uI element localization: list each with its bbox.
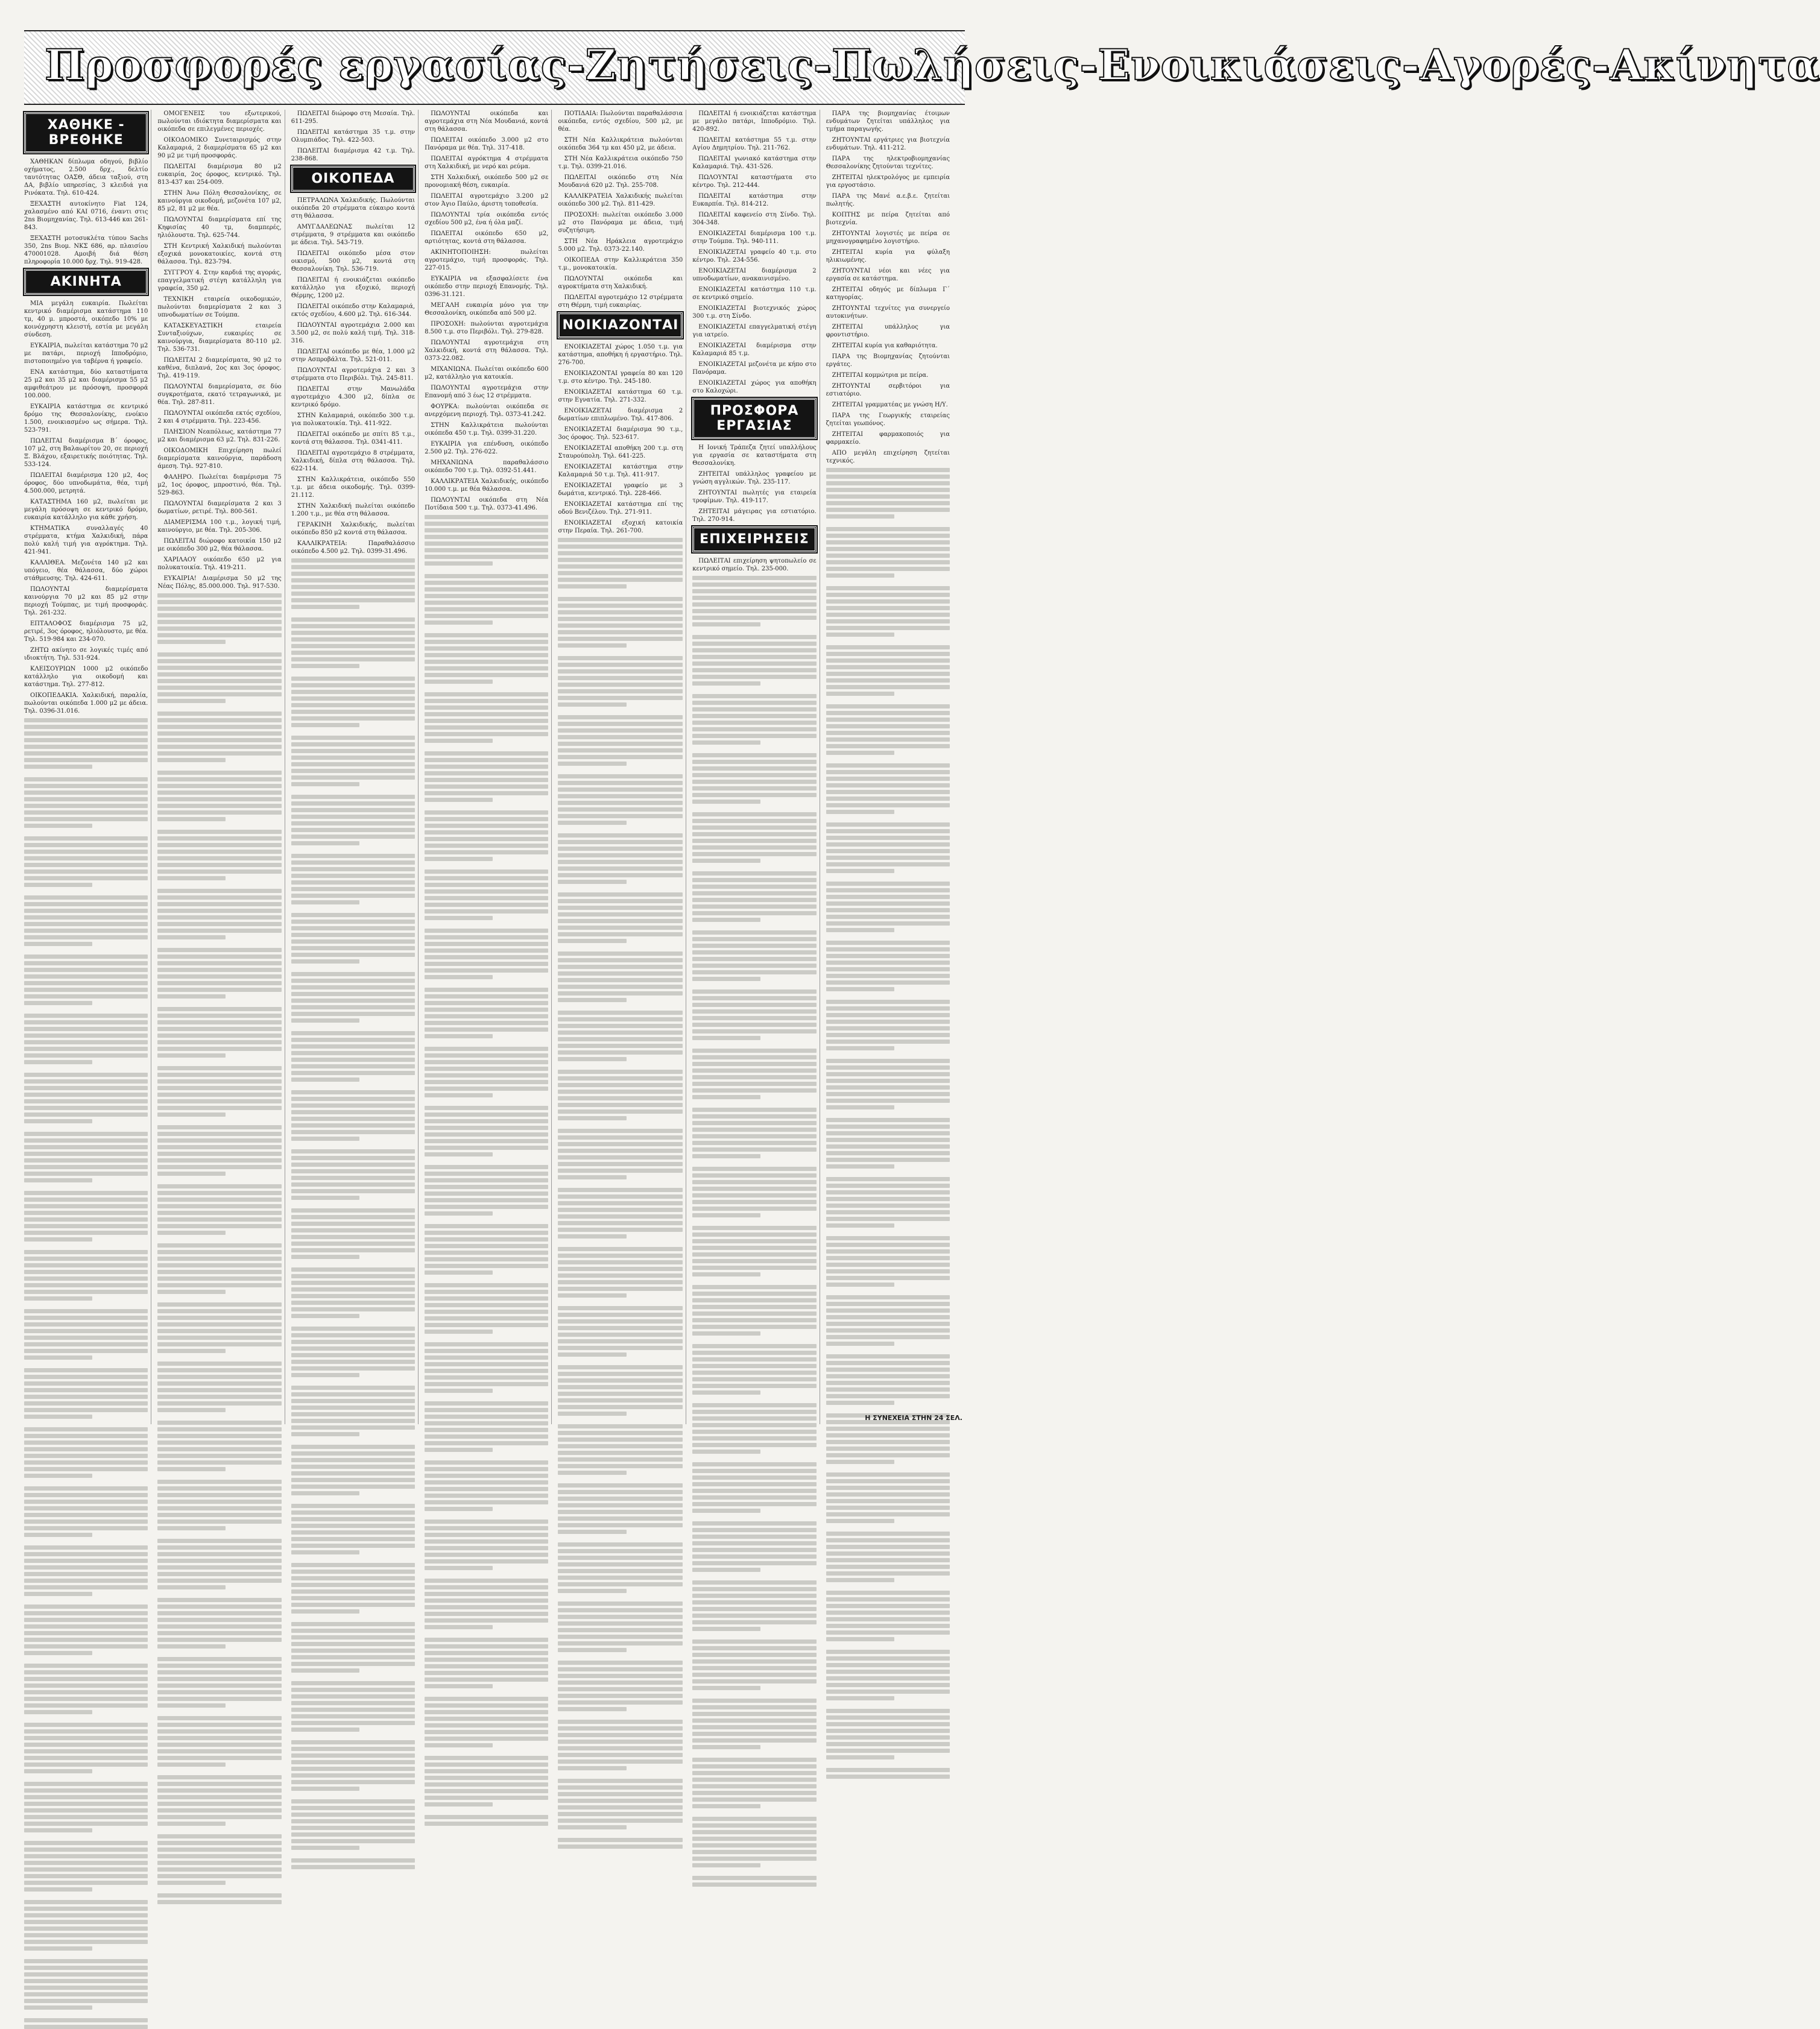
classified-ad: ΜΗΧΑΝΙΩΝΑ παραθαλάσσιο οικόπεδο 700 τ.μ. Τηλ. 0392-51.441. (425, 459, 549, 474)
classified-ad: ΠΩΛΕΙΤΑΙ κατάστημα 55 τ.μ. στην Αγίου Δημητρίου. Τηλ. 211-762. (692, 137, 817, 151)
classified-ad: ΠΩΛΕΙΤΑΙ οικόπεδο με σπίτι 85 τ.μ., κοντά στη θάλασσα. Τηλ. 0341-411. (291, 431, 416, 446)
classified-ad: ΠΩΛΟΥΝΤΑΙ διαμερίσματα 2 και 3 δωματίων, ρετιρέ. Τηλ. 800-561. (157, 500, 282, 515)
classified-ad: ΠΩΛΟΥΝΤΑΙ τρία οικόπεδα εντός σχεδίου 500 μ2, ένα ή όλα μαζί. (425, 212, 549, 226)
classified-ad: ΠΩΛΕΙΤΑΙ οικόπεδο μέσα στον οικισμό, 500 μ2, κοντά στη Θεσσαλονίκη. Τηλ. 536-719. (291, 250, 416, 273)
classified-ad: ΕΝΟΙΚΙΑΖΕΤΑΙ κατάστημα επί της οδού Βενιζέλου. Τηλ. 271-911. (558, 501, 683, 516)
classified-ad: ΑΠΟ μεγάλη επιχείρηση ζητείται τεχνικός. (826, 450, 950, 464)
classified-ad: ΕΝΑ κατάστημα, δύο καταστήματα 25 μ2 και 35 μ2 και διαμέρισμα 55 μ2 αμφιθεάτρου με πρόσοψη, προσφορά 100.000. (24, 369, 148, 399)
classified-ad: ΖΗΤΕΙΤΑΙ υπάλληλος γραφείου με γνώση αγγλικών. Τηλ. 235-117. (692, 471, 817, 485)
classifieds-columns (24, 110, 953, 1424)
classified-ad: ΧΑΘΗΚΑΝ δίπλωμα οδηγού, βιβλίο οχήματος, 2.500 δρχ., δελτίο ταυτότητας ΟΑΣΘ, άδεια ταξιού, στη ΔΑ, βιβλίο υπηρεσίας, 3 κλειδιά για Ρινόκατα. Τηλ. 610-424. (24, 159, 148, 197)
classified-ad: ΠΩΛΕΙΤΑΙ οικόπεδο 650 μ2, αρτιότητας, κοντά στη θάλασσα. (425, 230, 549, 245)
column-ads (24, 158, 148, 2029)
classified-ad: ΠΩΛΟΥΝΤΑΙ οικόπεδα εκτός σχεδίου, 2 και 4 στρέμματα. Τηλ. 223-456. (157, 410, 282, 424)
classified-ad: ΕΝΟΙΚΙΑΖΕΤΑΙ γραφείο με 3 δωμάτια, κεντρικό. Τηλ. 228-466. (558, 482, 683, 497)
classified-ad: ΠΩΛΟΥΝΤΑΙ διαμερίσματα, σε δύο συγκροτήματα, εκατό τετραγωνικά, με θέα. Τηλ. 287-811. (157, 383, 282, 406)
classified-ad: ΚΑΛΛΙΘΕΑ. Μεζονέτα 140 μ2 και υπόγειο, θέα θάλασσα, δύο χώροι στάθμευσης. Τηλ. 424-611. (24, 560, 148, 582)
classified-ad: ΠΩΛΕΙΤΑΙ στην Μανωλάδα αγροτεμάχιο 4.300 μ2, δίπλα σε κεντρικό δρόμο. (291, 386, 416, 408)
continued-note: Η ΣΥΝΕΧΕΙΑ ΣΤΗΝ 24 ΣΕΛ. (865, 1414, 962, 1422)
classified-ad: ΠΑΡΑ της Βιομηχανίας ζητούνται εργάτες. (826, 353, 950, 368)
classified-ad: ΠΩΛΕΙΤΑΙ οικόπεδο με θέα, 1.000 μ2 στην Ασπροβάλτα. Τηλ. 521-011. (291, 349, 416, 363)
classified-ad: ΦΟΥΡΚΑ: πωλούνται οικόπεδα σε ανερχόμενη περιοχή. Τηλ. 0373-41.242. (425, 403, 549, 418)
classified-ad: ΕΝΟΙΚΙΑΖΕΤΑΙ κατάστημα στην Καλαμαριά 50 τ.μ. Τηλ. 411-917. (558, 464, 683, 478)
classified-ad: ΠΛΗΣΙΟΝ Νεαπόλεως, κατάστημα 77 μ2 και διαμέρισμα 63 μ2. Τηλ. 831-226. (157, 429, 282, 443)
classified-ad: ΕΝΟΙΚΙΑΖΕΤΑΙ μεζονέτα με κήπο στο Πανόραμα. (692, 361, 817, 376)
classified-ad: ΕΥΚΑΙΡΙΑ κατάστημα σε κεντρικό δρόμο της Θεσσαλονίκης, ενοίκιο 1.500, ενοικιασμένο ως σήμερα. Τηλ. 523-791. (24, 403, 148, 434)
ad-text-filler (425, 515, 548, 1826)
section-heading-rentals: ΝΟΙΚΙΑΖΟΝΤΑΙ (558, 312, 683, 338)
classified-ad: ΠΑΡΑ της Γεωργικής εταιρείας ζητείται γεωπόνος. (826, 412, 950, 427)
classified-ad: ΠΩΛΕΙΤΑΙ ή ενοικιάζεται οικόπεδο κατάλληλο για εξοχικό, περιοχή Θέρμης, 1200 μ2. (291, 277, 416, 299)
column-1 (24, 110, 151, 1424)
section-heading-lost-found: ΧΑΘΗΚΕ - ΒΡΕΘΗΚΕ (24, 112, 148, 153)
classified-ad: ΠΩΛΕΙΤΑΙ κατάστημα 35 τ.μ. στην Ολυμπιάδος. Τηλ. 422-503. (291, 129, 416, 144)
classified-ad: ΠΡΟΣΟΧΗ: πωλούνται αγροτεμάχια 8.500 τ.μ. στο Περιβόλι. Τηλ. 279-828. (425, 321, 549, 335)
classified-ad: ΑΜΥΓΔΑΛΕΩΝΑΣ πωλείται 12 στρέμματα, 9 στρέμματα και οικόπεδο με άδεια. Τηλ. 543-719. (291, 224, 416, 246)
classified-ad: ΣΥΓΓΡΟΥ 4. Στην καρδιά της αγοράς, επαγγελματική στέγη κατάλληλη για γραφεία, 350 μ2. (157, 270, 282, 292)
classified-ad: ΕΝΟΙΚΙΑΖΕΤΑΙ διαμέρισμα 2 δωματίων επιπλωμένο. Τηλ. 417-806. (558, 408, 683, 422)
classified-ad: ΞΕΧΑΣΤΗ μοτοσυκλέτα τύπου Sachs 350, 2ns Βιομ. ΝΚΣ 686, αρ. πλαισίου 470001028. Αμοιβή διά θέση πληροφορία 10.000 δρχ. Τηλ. 919-428. (24, 235, 148, 265)
classified-ad: ΟΙΚΟΠΕΔΑΚΙΑ. Χαλκιδική, παραλία, πωλούνται οικόπεδα 1.000 μ2 με άδεια. Τηλ. 0396-31.016. (24, 692, 148, 715)
classified-ad: ΠΩΛΕΙΤΑΙ διώροφο στη Μεσαία. Τηλ. 611-295. (291, 110, 416, 125)
classified-ad: ΠΩΛΕΙΤΑΙ οικόπεδο στη Νέα Μουδανιά 620 μ2. Τηλ. 255-708. (558, 174, 683, 189)
classified-ad: ΠΩΛΟΥΝΤΑΙ διαμερίσματα καινούργια 70 μ2 και 85 μ2 στην περιοχή Τούμπας, με τιμή προσφοράς. Τηλ. 261-232. (24, 586, 148, 616)
classified-ad: ΠΩΛΕΙΤΑΙ αγροτεμάχιο 3.200 μ2 στον Άγιο Παύλο, άριστη τοποθεσία. (425, 193, 549, 207)
classified-ad: ΟΙΚΟΔΟΜΙΚΟ Συνεταιρισμός στην Καλαμαριά, 2 διαμερίσματα 65 μ2 και 90 μ2 με τιμή προσφοράς. (157, 137, 282, 159)
classified-ad: ΖΗΤΕΙΤΑΙ οδηγός με δίπλωμα Γ΄ κατηγορίας. (826, 286, 950, 301)
classified-ad: ΖΗΤΕΙΤΑΙ κομμώτρια με πείρα. (832, 372, 929, 379)
classified-ad: ΧΑΡΙΛΑΟΥ οικόπεδο 650 μ2 για πολυκατοικία. Τηλ. 419-211. (157, 557, 282, 571)
classified-ad: ΤΕΧΝΙΚΗ εταιρεία οικοδομικών, πωλούνται διαμερίσματα 2 και 3 υπνοδωματίων σε Τούμπα. (157, 296, 282, 318)
classified-ad: ΠΩΛΟΥΝΤΑΙ διαμερίσματα επί της Κηφισίας 40 τμ, διαμπερές, ηλιόλουστα. Τηλ. 625-744. (157, 216, 282, 239)
classified-ad: ΓΕΡΑΚΙΝΗ Χαλκιδικής, πωλείται οικόπεδο 850 μ2 κοντά στη θάλασσα. (291, 522, 416, 536)
classified-ad: ΠΩΛΕΙΤΑΙ καφενείο στη Σίνδο. Τηλ. 304-348. (692, 212, 817, 226)
classified-ad: ΕΝΟΙΚΙΑΖΕΤΑΙ διαμέρισμα 2 υπνοδωματίων, ανακαινισμένο. (692, 268, 817, 282)
classified-ad: ΠΩΛΕΙΤΑΙ επιχείρηση ψητοπωλείο σε κεντρικό σημείο. Τηλ. 235-000. (692, 558, 817, 572)
classified-ad: ΚΑΤΑΣΚΕΥΑΣΤΙΚΗ εταιρεία Συνταξιούχων, ευκαιρίες σε καινούργια, διαμερίσματα 80-110 μ2. Τηλ. 536-731. (157, 323, 282, 353)
classified-ad: ΠΩΛΟΥΝΤΑΙ αγροτεμάχια στην Επανομή από 3 έως 12 στρέμματα. (425, 385, 549, 399)
classified-ad: ΠΩΛΕΙΤΑΙ διαμέρισμα 120 μ2, 4ος όροφος, δύο υπνοδωμάτια, θέα, τιμή 4.500.000, μετρητά. (24, 472, 148, 494)
ad-text-filler (558, 538, 683, 1849)
classified-ad: ΣΤΗ Κεντρική Χαλκιδική πωλούνται εξοχικά μονοκατοικίες, κοντά στη θάλασσα. Τηλ. 823-794. (157, 243, 282, 265)
classified-ad: ΠΩΛΕΙΤΑΙ ή ενοικιάζεται κατάστημα με μεγάλο πατάρι, Ιπποδρόμιο. Τηλ. 420-892. (692, 110, 817, 133)
classified-ad: ΠΩΛΕΙΤΑΙ οικόπεδο 3.000 μ2 στο Πανόραμα με θέα. Τηλ. 317-418. (425, 137, 549, 151)
classified-ad: ΖΗΤΕΙΤΑΙ γραμματέας με γνώση Η/Υ. (832, 402, 948, 408)
classified-ad: ΚΑΛΛΙΚΡΑΤΕΙΑ Χαλκιδικής πωλείται οικόπεδο 300 μ2. Τηλ. 811-429. (558, 193, 683, 207)
classified-ad: ΖΗΤΟΥΝΤΑΙ λογιστές με πείρα σε μηχανογραφημένο λογιστήριο. (826, 230, 950, 245)
classified-ad: ΠΩΛΕΙΤΑΙ διαμέρισμα 80 μ2 ευκαιρία, 2ος όροφος, κεντρικό. Τηλ. 813-437 και 254-009. (157, 163, 282, 186)
classified-ad: ΟΙΚΟΠΕΔΑ στην Καλλικράτεια 350 τ.μ., μονοκατοικία. (558, 257, 683, 271)
classified-ad: ΣΤΗΝ Χαλκιδική πωλείται οικόπεδο 1.200 τ.μ., με θέα στη θάλασσα. (291, 503, 416, 517)
classified-ad: ΖΗΤΟΥΝΤΑΙ εργάτριες για βιοτεχνία ενδυμάτων. Τηλ. 411-212. (826, 137, 950, 151)
classified-ad: ΕΥΚΑΙΡΙΑ! Διαμέρισμα 50 μ2 της Νέας Πόλης, 85.000.000. Τηλ. 917-530. (157, 575, 282, 590)
classified-ad: ΠΩΛΕΙΤΑΙ αγρόκτημα 4 στρέμματα στη Χαλκιδική, με νερό και ρεύμα. (425, 156, 549, 170)
classified-ad: ΖΗΤΕΙΤΑΙ κυρία για καθαριότητα. (832, 342, 938, 349)
classified-ad: ΖΗΤΕΙΤΑΙ ηλεκτρολόγος με εμπειρία για εργοστάσιο. (826, 174, 950, 189)
classified-ad: ΖΗΤΟΥΝΤΑΙ σερβιτόροι για εστιατόριο. (826, 383, 950, 397)
column-7 (826, 110, 953, 1424)
column-2 (157, 110, 285, 1424)
classified-ad: ΕΝΟΙΚΙΑΖΕΤΑΙ χώρος για αποθήκη στο Καλοχώρι. (692, 380, 817, 394)
classified-ad: ΕΝΟΙΚΙΑΖΟΝΤΑΙ γραφεία 80 και 120 τ.μ. στο κέντρο. Τηλ. 245-180. (558, 370, 683, 385)
classified-ad: ΖΗΤΕΙΤΑΙ κυρία για φύλαξη ηλικιωμένης. (826, 249, 950, 263)
classified-ad: ΕΝΟΙΚΙΑΖΕΤΑΙ αποθήκη 200 τ.μ. στη Σταυρούπολη. Τηλ. 641-225. (558, 445, 683, 459)
classified-ad: ΣΤΗΝ Καλαμαριά, οικόπεδο 300 τ.μ. για πολυκατοικία. Τηλ. 411-922. (291, 412, 416, 427)
classified-ad: ΕΝΟΙΚΙΑΖΕΤΑΙ διαμέρισμα στην Καλαμαριά 85 τ.μ. (692, 342, 817, 357)
ad-text-filler (24, 718, 148, 2029)
classified-ad: ΠΩΛΕΙΤΑΙ αγροτεμάχιο 8 στρέμματα, Χαλκιδική, δίπλα στη θάλασσα. Τηλ. 622-114. (291, 450, 416, 472)
page-banner (24, 30, 1820, 105)
classified-ad: Η Ιονική Τράπεζα ζητεί υπαλλήλους για εργασία σε καταστήματα στη Θεσσαλονίκη. (692, 444, 817, 467)
column-ads (157, 110, 281, 1904)
classified-ad: ΠΩΛΟΥΝΤΑΙ οικόπεδα στη Νέα Ποτίδαια 500 τ.μ. Τηλ. 0373-41.496. (425, 497, 549, 511)
classified-ad: ΕΝΟΙΚΙΑΖΕΤΑΙ κατάστημα 60 τ.μ. στην Εγνατία. Τηλ. 271-332. (558, 389, 683, 403)
classified-ad: ΚΑΛΛΙΚΡΑΤΕΙΑ Χαλκιδικής, οικόπεδο 10.000 τ.μ. με θέα θάλασσα. (425, 478, 549, 493)
classified-ad: ΖΗΤΕΙΤΑΙ υπάλληλος για φροντιστήριο. (826, 324, 950, 338)
classified-ad: ΕΝΟΙΚΙΑΖΕΤΑΙ διαμέρισμα 100 τ.μ. στην Τούμπα. Τηλ. 940-111. (692, 230, 817, 245)
classified-ad: ΠΩΛΟΥΝΤΑΙ καταστήματα στο κέντρο. Τηλ. 212-444. (692, 174, 817, 189)
classified-ad: ΠΩΛΟΥΝΤΑΙ οικόπεδα και αγροτεμάχια στη Νέα Μουδανιά, κοντά στη θάλασσα. (425, 110, 549, 133)
classified-ad: ΖΗΤΟΥΝΤΑΙ τεχνίτες για συνεργείο αυτοκινήτων. (826, 305, 950, 320)
column-ads (291, 110, 415, 1869)
classified-ad: ΠΑΡΑ της ηλεκτροβιομηχανίας Θεσσαλονίκης ζητούνται τεχνίτες. (826, 156, 950, 170)
classified-ad: ΕΝΟΙΚΙΑΖΕΤΑΙ βιοτεχνικός χώρος 300 τ.μ. στη Σίνδο. (692, 305, 817, 320)
classified-ad: ΚΟΠΤΗΣ με πείρα ζητείται από βιοτεχνία. (826, 212, 950, 226)
ad-text-filler (826, 468, 950, 1779)
classified-ad: ΠΩΛΟΥΝΤΑΙ αγροτεμάχια στη Χαλκιδική, κοντά στη θάλασσα. Τηλ. 0373-22.082. (425, 339, 549, 362)
classified-ad: ΕΠΤΑΛΟΦΟΣ διαμέρισμα 75 μ2, ρετιρέ, 3ος όροφος, ηλιόλουστο, με θέα. Τηλ. 519-984 και 234-070. (24, 620, 148, 643)
classified-ad: ΣΤΗ Νέα Καλλικράτεια οικόπεδο 750 τ.μ. Τηλ. 0399-21.016. (558, 156, 683, 170)
classified-ad: ΠΩΛΕΙΤΑΙ γωνιακό κατάστημα στην Καλαμαριά. Τηλ. 431-526. (692, 156, 817, 170)
classified-ad: ΠΑΡΑ της Μανέ α.ε.β.ε. ζητείται πωλητής. (826, 193, 950, 207)
section-heading-real-estate: ΑΚΙΝΗΤΑ (24, 269, 148, 295)
classified-ad: ΚΤΗΜΑΤΙΚΑ συναλλαγές 40 στρέμματα, κτήμα Χαλκιδική, πάρα πολύ καλή τιμή για αγρόκτημα. Τηλ. 421-941. (24, 525, 148, 555)
banner-title: Προσφορές εργασίας-Ζητήσεις-Πωλήσεις-Ενοικιάσεις-Αγορές-Ακίνητα (45, 40, 1820, 90)
column-ads (425, 110, 548, 1826)
classified-ad: ΖΗΤΕΙΤΑΙ μάγειρας για εστιατόριο. Τηλ. 270-914. (692, 508, 817, 523)
classified-ad: ΦΑΛΗΡΟ. Πωλείται διαμέρισμα 75 μ2, 1ος όροφος, μπροστινό, θέα. Τηλ. 529-863. (157, 474, 282, 496)
classified-ad: ΠΩΛΟΥΝΤΑΙ οικόπεδα και αγροκτήματα στη Χαλκιδική. (558, 276, 683, 290)
classified-ad: ΟΙΚΟΔΟΜΙΚΗ Επιχείρηση πωλεί διαμερίσματα καινούργια, παράδοση άμεση. Τηλ. 927-810. (157, 447, 282, 470)
classified-ad: ΖΗΤΕΙΤΑΙ φαρμακοποιός για φαρμακείο. (826, 431, 950, 446)
classified-ad: ΕΝΟΙΚΙΑΖΕΤΑΙ χώρος 1.050 τ.μ. για κατάστημα, αποθήκη ή εργαστήριο. Τηλ. 276-700. (558, 344, 683, 366)
classified-ad: ΠΡΟΣΟΧΗ: πωλείται οικόπεδο 3.000 μ2 στο Πανόραμα με άδεια, τιμή συζητήσιμη. (558, 212, 683, 234)
classified-ad: ΚΑΤΑΣΤΗΜΑ 160 μ2, πωλείται με μεγάλη πρόσοψη σε κεντρικό δρόμο, ευκαιρία κατάλληλο για κάθε χρήση. (24, 499, 148, 521)
classified-ad: ΕΝΟΙΚΙΑΖΕΤΑΙ διαμέρισμα 90 τ.μ., 3ος όροφος. Τηλ. 523-617. (558, 426, 683, 441)
classified-ad: ΑΚΙΝΗΤΟΠΟΙΗΣΗ: πωλείται αγροτεμάχιο, τιμή προσφοράς. Τηλ. 227-015. (425, 249, 549, 271)
classified-ad: ΖΗΤΩ ακίνητο σε λογικές τιμές από ιδιοκτήτη. Τηλ. 531-924. (24, 647, 148, 661)
classified-ad: ΞΕΧΑΣΤΗ αυτοκίνητο Fiat 124, χαλασμένο από ΚΑΙ 0716, έναντι στις 2ns Βιομηχανίας. Τηλ. 613-446 και 261-843. (24, 201, 148, 231)
classified-ad: ΕΝΟΙΚΙΑΖΕΤΑΙ εξοχική κατοικία στην Περαία. Τηλ. 261-700. (558, 520, 683, 534)
classified-ad: ΜΙΧΑΝΙΩΝΑ. Πωλείται οικόπεδο 600 μ2, κατάλληλο για κατοικία. (425, 366, 549, 380)
classified-ad: ΕΝΟΙΚΙΑΖΕΤΑΙ γραφείο 40 τ.μ. στο κέντρο. Τηλ. 234-556. (692, 249, 817, 263)
classified-ad: ΕΝΟΙΚΙΑΖΕΤΑΙ επαγγελματική στέγη για ιατρείο. (692, 324, 817, 338)
classified-ad: ΠΩΛΕΙΤΑΙ διώροφο κατοικία 150 μ2 με οικόπεδο 300 μ2, θέα θάλασσα. (157, 538, 282, 552)
classified-ad: ΠΑΡΑ της βιομηχανίας έτοιμων ενδυμάτων ζητείται υπάλληλος για τμήμα παραγωγής. (826, 110, 950, 133)
section-heading-business: ΕΠΙΧΕΙΡΗΣΕΙΣ (692, 526, 816, 552)
classified-ad: ΠΩΛΕΙΤΑΙ διαμέρισμα 42 τ.μ. Τηλ. 238-868. (291, 148, 416, 162)
classified-ad: ΣΤΗ Νέα Ηράκλεια αγροτεμάχιο 5.000 μ2. Τηλ. 0373-22.140. (558, 238, 683, 253)
classified-ad: ΠΕΤΡΑΛΩΝΑ Χαλκιδικής. Πωλούνται οικόπεδα 20 στρέμματα εύκαιρο κοντά στη θάλασσα. (291, 197, 416, 219)
classified-ad: ΠΟΤΙΔΑΙΑ: Πωλούνται παραθαλάσσια οικόπεδα, εντός σχεδίου, 500 μ2, με θέα. (558, 110, 683, 133)
column-ads (558, 110, 683, 1849)
classified-ad: ΣΤΗΝ Καλλικράτεια πωλούνται οικόπεδα 450 τ.μ. Τηλ. 0399-31.220. (425, 422, 549, 437)
classified-ad: ΠΩΛΕΙΤΑΙ διαμέρισμα Β΄ όροφος, 107 μ2, στη Βαλαωρίτου 20, σε περιοχή Ξ. Βλάχου, εξαιρετικής ποιότητας. Τηλ. 533-124. (24, 438, 148, 468)
classified-ad: ΖΗΤΟΥΝΤΑΙ πωλητές για εταιρεία τροφίμων. Τηλ. 419-117. (692, 490, 817, 504)
classified-ad: ΠΩΛΟΥΝΤΑΙ αγροτεμάχια 2 και 3 στρέμματα στο Περιβόλι. Τηλ. 245-811. (291, 367, 416, 382)
section-heading-job-offers: ΠΡΟΣΦΟΡΑ ΕΡΓΑΣΙΑΣ (692, 398, 816, 439)
classified-ad: ΣΤΗΝ Άνω Πόλη Θεσσαλονίκης, σε καινούργια οικοδομή, μεζονέτα 107 μ2, 85 μ2, 81 μ2 με θέα. (157, 190, 282, 212)
column-5 (558, 110, 686, 1424)
column-4 (425, 110, 552, 1424)
classified-ad: ΕΥΚΑΙΡΙΑ για επένδυση, οικόπεδο 2.500 μ2. Τηλ. 276-022. (425, 441, 549, 455)
classified-ad: ΕΝΟΙΚΙΑΖΕΤΑΙ κατάστημα 110 τ.μ. σε κεντρικό σημείο. (692, 286, 817, 301)
classified-ad: ΠΩΛΕΙΤΑΙ κατάστημα στην Ευκαρπία. Τηλ. 814-212. (692, 193, 817, 207)
classified-ad: ΔΙΑΜΕΡΙΣΜΑ 100 τ.μ., λογική τιμή, καινούργιο, με θέα. Τηλ. 205-306. (157, 519, 282, 534)
ad-text-filler (692, 576, 816, 1887)
classified-ad: ΠΩΛΟΥΝΤΑΙ αγροτεμάχια 2.000 και 3.500 μ2, σε πολύ καλή τιμή. Τηλ. 318-316. (291, 322, 416, 344)
classified-ad: ΚΑΛΛΙΚΡΑΤΕΙΑ: Παραθαλάσσιο οικόπεδο 4.500 μ2. Τηλ. 0399-31.496. (291, 540, 416, 555)
column-ads (826, 110, 950, 1779)
classified-ad: ΜΙΑ μεγάλη ευκαιρία. Πωλείται κεντρικό διαμέρισμα κατάστημα 110 τμ, 40 μ. μπροστά, οικόπεδο 10% με κοινόχρηστη κλειστή, εστία με μεγάλη σύνδεση. (24, 300, 148, 338)
column-ads (692, 110, 816, 1887)
ad-text-filler (291, 558, 415, 1869)
column-6 (692, 110, 820, 1424)
classified-ad: ΠΩΛΕΙΤΑΙ αγροτεμάχιο 12 στρέμματα στη Θέρμη, τιμή ευκαιρίας. (558, 294, 683, 309)
classified-ad: ΟΜΟΓΕΝΕΙΣ του εξωτερικού, πωλούνται ιδιόκτητα διαμερίσματα και οικόπεδα σε επιλεγμένες περιοχές. (157, 110, 282, 133)
classified-ad: ΣΤΗ Νέα Καλλικράτεια πωλούνται οικόπεδα 364 τμ και 450 μ2, με άδεια. (558, 137, 683, 151)
classified-ad: ΠΩΛΕΙΤΑΙ 2 διαμερίσματα, 90 μ2 το καθένα, διπλανά, 2ος και 3ος όροφος. Τηλ. 419-119. (157, 357, 282, 379)
classified-ad: ΚΛΕΙΣΟΥΡΙΩΝ 1000 μ2 οικόπεδο κατάλληλο για οικοδομή και κατάστημα. Τηλ. 277-812. (24, 666, 148, 688)
classified-ad: ΕΥΚΑΙΡΙΑ, πωλείται κατάστημα 70 μ2 με πατάρι, περιοχή Ιπποδρόμιο, πιστοποιημένο για ταβέρνα ή γραφείο. (24, 342, 148, 365)
classified-ad: ΖΗΤΟΥΝΤΑΙ νέοι και νέες για εργασία σε κατάστημα. (826, 268, 950, 282)
classified-ad: ΣΤΗ Χαλκιδική, οικόπεδο 500 μ2 σε προνομιακή θέση, ευκαιρία. (425, 174, 549, 189)
section-heading-plots: ΟΙΚΟΠΕΔΑ (291, 166, 415, 192)
column-3 (291, 110, 419, 1424)
classified-ad: ΠΩΛΕΙΤΑΙ οικόπεδο στην Καλαμαριά, εκτός σχεδίου, 4.600 μ2. Τηλ. 616-344. (291, 303, 416, 318)
classified-ad: ΕΥΚΑΙΡΙΑ να εξασφαλίσετε ένα οικόπεδο στην περιοχή Επανομής. Τηλ. 0396-31.121. (425, 276, 549, 298)
classified-ad: ΣΤΗΝ Καλλικράτεια, οικόπεδο 550 τ.μ. με άδεια οικοδομής. Τηλ. 0399-21.112. (291, 476, 416, 499)
ad-text-filler (157, 593, 281, 1904)
classified-ad: ΜΕΓΑΛΗ ευκαιρία μόνο για την Θεσσαλονίκη, οικόπεδα από 500 μ2. (425, 302, 549, 317)
